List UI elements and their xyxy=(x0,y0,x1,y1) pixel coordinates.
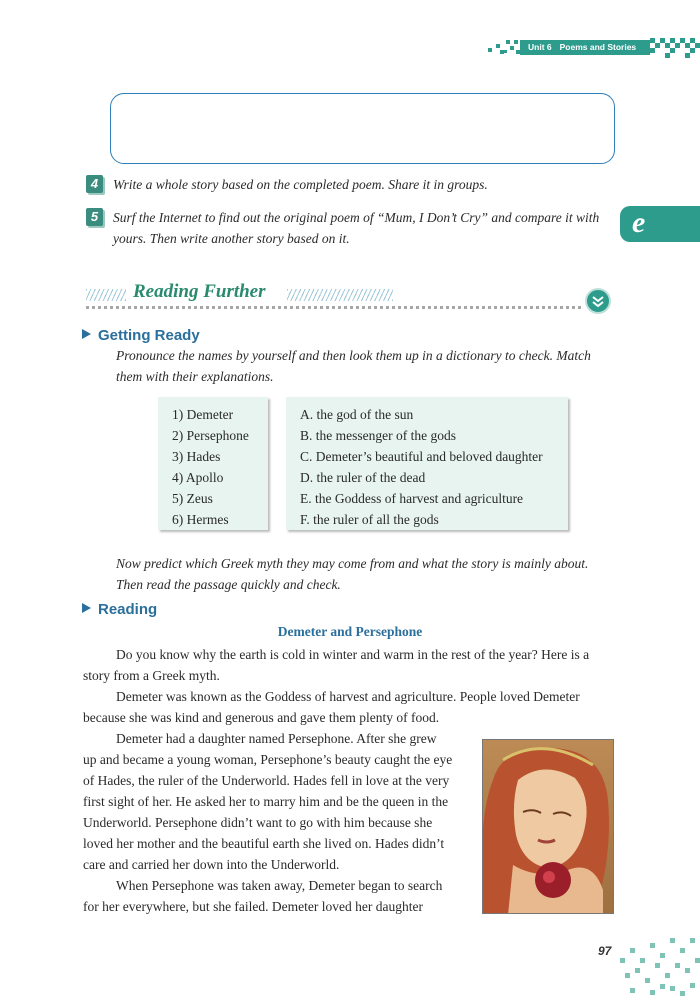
paragraph-line: Underworld. Persephone didn’t want to go with him because she xyxy=(83,815,433,830)
instruction-line: them with their explanations. xyxy=(116,369,274,384)
getting-ready-label: Getting Ready xyxy=(98,327,200,344)
paragraph-line: for her everywhere, but she failed. Demeter loved her daughter xyxy=(83,899,423,914)
task-4 xyxy=(86,174,626,195)
chevron-down-icon[interactable] xyxy=(585,288,611,314)
list-item: B. the messenger of the gods xyxy=(300,428,456,443)
getting-ready-instructions xyxy=(116,345,616,387)
article-title: Demeter and Persephone xyxy=(277,624,423,639)
paragraph-line: Do you know why the earth is cold in winter and warm in the rest of the year? Here is a xyxy=(116,647,590,662)
triangle-icon xyxy=(82,603,91,613)
paragraph-4 xyxy=(83,875,469,917)
unit-label: Unit 6 xyxy=(528,42,552,52)
dotted-divider xyxy=(86,306,581,309)
section-title: Reading Further xyxy=(133,281,266,302)
list-item: 4) Apollo xyxy=(172,470,224,485)
explanations-list xyxy=(300,404,543,530)
paragraph-line: Demeter was known as the Goddess of harvest and agriculture. People loved Demeter xyxy=(116,689,580,704)
paragraph-1 xyxy=(83,644,616,686)
list-item: C. Demeter’s beautiful and beloved daughter xyxy=(300,449,543,464)
paragraph-line: When Persephone was taken away, Demeter began to search xyxy=(116,878,443,893)
paragraph-3 xyxy=(83,728,469,875)
list-item: 2) Persephone xyxy=(172,428,249,443)
reading-heading xyxy=(82,601,157,618)
checker-pattern-bottom xyxy=(618,938,700,996)
e-icon: e xyxy=(632,206,646,239)
list-item: 1) Demeter xyxy=(172,407,234,422)
persephone-illustration xyxy=(482,739,614,914)
task-5 xyxy=(86,207,631,249)
instruction-line: Then read the passage quickly and check. xyxy=(116,577,341,592)
instruction-line: Pronounce the names by yourself and then look them up in a dictionary to check. Match xyxy=(116,348,591,363)
list-item: D. the ruler of the dead xyxy=(300,470,426,485)
triangle-icon xyxy=(82,329,91,339)
list-item: 6) Hermes xyxy=(172,512,229,527)
internet-tab xyxy=(620,206,700,242)
list-item: 5) Zeus xyxy=(172,491,213,506)
list-item: E. the Goddess of harvest and agriculture xyxy=(300,491,524,506)
paragraph-line: story from a Greek myth. xyxy=(83,668,220,683)
names-list xyxy=(172,404,249,530)
paragraph-line: care and carried her down into the Underworld. xyxy=(83,857,340,872)
paragraph-line: first sight of her. He asked her to marry him and be the queen in the xyxy=(83,794,449,809)
page-number: 97 xyxy=(598,944,612,958)
task-number-5: 5 xyxy=(86,208,103,226)
unit-title: Poems and Stories xyxy=(559,42,637,52)
answer-box[interactable] xyxy=(110,93,615,164)
task-4-text: Write a whole story based on the completed poem. Share it in groups. xyxy=(113,177,488,192)
getting-ready-heading xyxy=(82,327,200,344)
predict-instructions xyxy=(116,553,616,595)
instruction-line: Now predict which Greek myth they may come from and what the story is mainly about. xyxy=(116,556,589,571)
hatch-decoration-right xyxy=(287,289,393,301)
task-number-4: 4 xyxy=(86,175,103,193)
task-5-text-line1: Surf the Internet to find out the original poem of “Mum, I Don’t Cry” and compare it with xyxy=(113,210,600,225)
list-item: 3) Hades xyxy=(172,449,221,464)
paragraph-2 xyxy=(83,686,616,728)
list-item: F. the ruler of all the gods xyxy=(300,512,439,527)
reading-label: Reading xyxy=(98,601,158,618)
checker-pattern-top-right xyxy=(650,38,700,58)
paragraph-line: up and became a young woman, Persephone’s beauty caught the eye xyxy=(83,752,453,767)
hatch-decoration-left xyxy=(86,289,126,301)
list-item: A. the god of the sun xyxy=(300,407,414,422)
paragraph-line: of Hades, the ruler of the Underworld. Hades fell in love at the very xyxy=(83,773,450,788)
paragraph-line: loved her mother and the beautiful earth she lived on. Hades didn’t xyxy=(83,836,445,851)
paragraph-line: Demeter had a daughter named Persephone. After she grew xyxy=(116,731,437,746)
unit-banner xyxy=(520,40,650,55)
paragraph-line: because she was kind and generous and gave them plenty of food. xyxy=(83,710,440,725)
task-5-text-line2: yours. Then write another story based on it. xyxy=(113,231,350,246)
